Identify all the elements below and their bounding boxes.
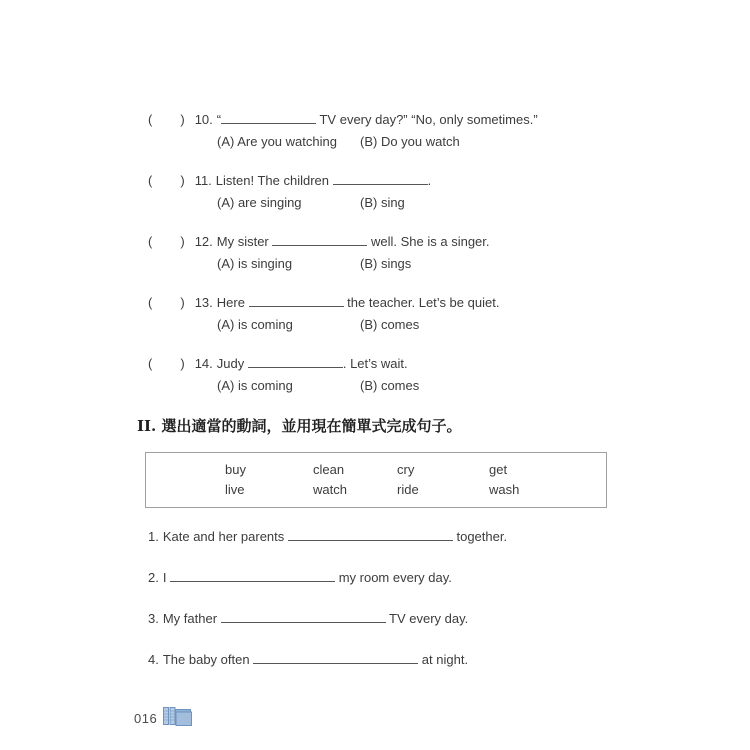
word-bank-row-1 <box>225 460 606 480</box>
question-text-after: TV every day?” “No, only sometimes.” <box>316 112 538 127</box>
mc-question-12 <box>148 234 750 271</box>
answer-bracket-open: ( <box>148 112 153 127</box>
answer-blank <box>253 653 418 664</box>
word-bank-item: get <box>489 462 508 477</box>
question-text-after: at night. <box>418 652 469 667</box>
word-bank-item: buy <box>225 462 246 477</box>
question-text-after: the teacher. Let’s be quiet. <box>343 295 500 310</box>
question-text-after: . Let’s wait. <box>342 356 408 371</box>
mc-question-14 <box>148 356 750 393</box>
books-stack-icon <box>162 704 193 732</box>
mc-question-11 <box>148 173 750 210</box>
fill-in-section <box>148 529 750 668</box>
fill-question-3 <box>148 611 750 627</box>
answer-blank <box>272 235 367 246</box>
answer-bracket-close: ) <box>180 356 185 371</box>
options-line <box>148 317 750 332</box>
question-text-after: well. She is a singer. <box>367 234 490 249</box>
question-text-after: my room every day. <box>335 570 452 585</box>
answer-bracket-open: ( <box>148 173 153 188</box>
answer-blank <box>221 113 316 124</box>
option-a: (A) is coming <box>217 317 293 332</box>
question-number: 3. <box>148 611 159 626</box>
question-text-after: together. <box>452 529 508 544</box>
fill-question-1 <box>148 529 750 545</box>
answer-bracket-close: ) <box>180 112 185 127</box>
word-bank-item: ride <box>397 482 419 497</box>
option-b: (B) comes <box>360 378 420 393</box>
question-text-before: “ <box>216 112 222 127</box>
question-line <box>148 295 750 310</box>
question-text-before: Here <box>216 295 249 310</box>
question-number: 12. <box>194 234 213 249</box>
question-number: 13. <box>194 295 213 310</box>
section-2-heading: II. 選出適當的動詞，並用現在簡單式完成句子。 <box>137 417 462 435</box>
option-a: (A) Are you watching <box>217 134 337 149</box>
answer-bracket-open: ( <box>148 234 153 249</box>
word-bank-item: wash <box>489 482 520 497</box>
option-b: (B) sings <box>360 256 412 271</box>
question-line <box>148 173 750 188</box>
question-number: 1. <box>148 529 159 544</box>
mc-question-10 <box>148 112 750 149</box>
question-text-before: Judy <box>216 356 248 371</box>
answer-blank <box>288 530 453 541</box>
question-number: 10. <box>194 112 213 127</box>
question-text-after: . <box>427 173 432 188</box>
fill-question-2 <box>148 570 750 586</box>
option-a: (A) are singing <box>217 195 302 210</box>
option-b: (B) comes <box>360 317 420 332</box>
options-line <box>148 378 750 393</box>
question-text-before: I <box>162 570 171 585</box>
question-text-before: The baby often <box>162 652 254 667</box>
word-bank-item: watch <box>313 482 347 497</box>
options-line <box>148 195 750 210</box>
option-a: (A) is coming <box>217 378 293 393</box>
answer-blank <box>170 571 335 582</box>
word-bank-item: live <box>225 482 245 497</box>
answer-bracket-close: ) <box>180 234 185 249</box>
question-text-after: TV every day. <box>385 611 469 626</box>
word-bank-item: cry <box>397 462 415 477</box>
option-a: (A) is singing <box>217 256 293 271</box>
question-number: 11. <box>194 173 212 188</box>
answer-blank <box>221 612 386 623</box>
page-footer <box>134 704 193 732</box>
option-b: (B) Do you watch <box>360 134 460 149</box>
fill-question-4 <box>148 652 750 668</box>
question-text-before: Kate and her parents <box>162 529 288 544</box>
answer-bracket-open: ( <box>148 295 153 310</box>
answer-blank <box>249 296 344 307</box>
answer-bracket-close: ) <box>180 173 185 188</box>
question-number: 4. <box>148 652 159 667</box>
answer-bracket-open: ( <box>148 356 153 371</box>
mc-question-13 <box>148 295 750 332</box>
question-text-before: My father <box>162 611 221 626</box>
question-line <box>148 234 750 249</box>
word-bank-box <box>145 452 607 508</box>
question-number: 2. <box>148 570 159 585</box>
page-number: 016 <box>134 710 158 726</box>
question-text-before: Listen! The children <box>215 173 333 188</box>
option-b: (B) sing <box>360 195 405 210</box>
options-line <box>148 256 750 271</box>
answer-blank <box>248 357 343 368</box>
answer-bracket-close: ) <box>180 295 185 310</box>
question-line <box>148 356 750 371</box>
answer-blank <box>333 174 428 185</box>
options-line <box>148 134 750 149</box>
question-number: 14. <box>194 356 213 371</box>
word-bank-item: clean <box>313 462 345 477</box>
word-bank-row-2 <box>225 480 606 500</box>
question-text-before: My sister <box>216 234 273 249</box>
question-line <box>148 112 750 127</box>
